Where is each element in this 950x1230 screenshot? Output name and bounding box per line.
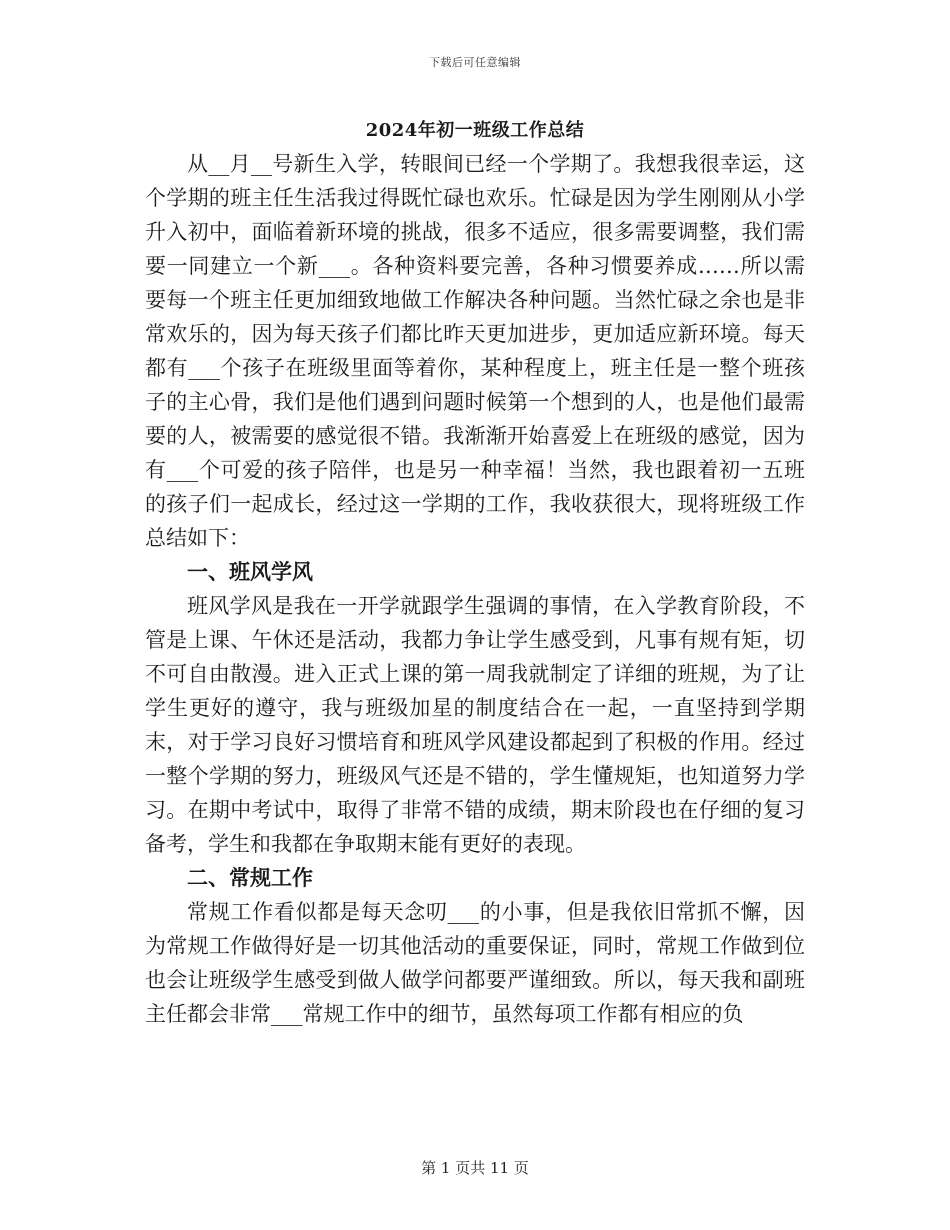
section-heading-2: 二、常规工作 [187,865,313,890]
document-body [145,147,805,1031]
section-paragraph-1: 班风学风是我在一开学就跟学生强调的事情，在入学教育阶段，不管是上课、午休还是活动，我都力争让学生感受到，凡事有规有矩，切不可自由散漫。进入正式上课的第一周我就制定了详细的班规，为了让学生更好的遵守，我与班级加星的制度结合在一起，一直坚持到学期末，对于学习良好习惯培育和班风学风建设都起到了积极的作用。经过一整个学期的努力，班级风气还是不错的，学生懂规矩，也知道努力学习。在期中考试中，取得了非常不错的成绩，期末阶段也在仔细的复习备考，学生和我都在争取期末能有更好的表现。 [145,594,805,856]
page-header-note: 下载后可任意编辑 [429,56,521,69]
section-paragraph-2: 常规工作看似都是每天念叨___的小事，但是我依旧常抓不懈，因为常规工作做得好是一切其他活动的重要保证，同时，常规工作做到位也会让班级学生感受到做人做学问都要严谨细致。所以，每天我和副班主任都会非常___常规工作中的细节，虽然每项工作都有相应的负 [145,900,805,1026]
section-heading-1: 一、班风学风 [187,559,313,584]
document-title: 2024年初一班级工作总结 [365,120,585,141]
intro-paragraph: 从__月__号新生入学，转眼间已经一个学期了。我想我很幸运，这个学期的班主任生活我过得既忙碌也欢乐。忙碌是因为学生刚刚从小学升入初中，面临着新环境的挑战，很多不适应，很多需要调整，我们需要一同建立一个新___。各种资料要完善，各种习惯要养成……所以需要每一个班主任更加细致地做工作解决各种问题。当然忙碌之余也是非常欢乐的，因为每天孩子们都比昨天更加进步，更加适应新环境。每天都有___个孩子在班级里面等着你，某种程度上，班主任是一整个班孩子的主心骨，我们是他们遇到问题时候第一个想到的人，也是他们最需要的人，被需要的感觉很不错。我渐渐开始喜爱上在班级的感觉，因为有___个可爱的孩子陪伴，也是另一种幸福！当然，我也跟着初一五班的孩子们一起成长，经过这一学期的工作，我收获很大，现将班级工作总结如下： [145,152,805,550]
page-footer: 第 1 页共 11 页 [421,1159,529,1177]
